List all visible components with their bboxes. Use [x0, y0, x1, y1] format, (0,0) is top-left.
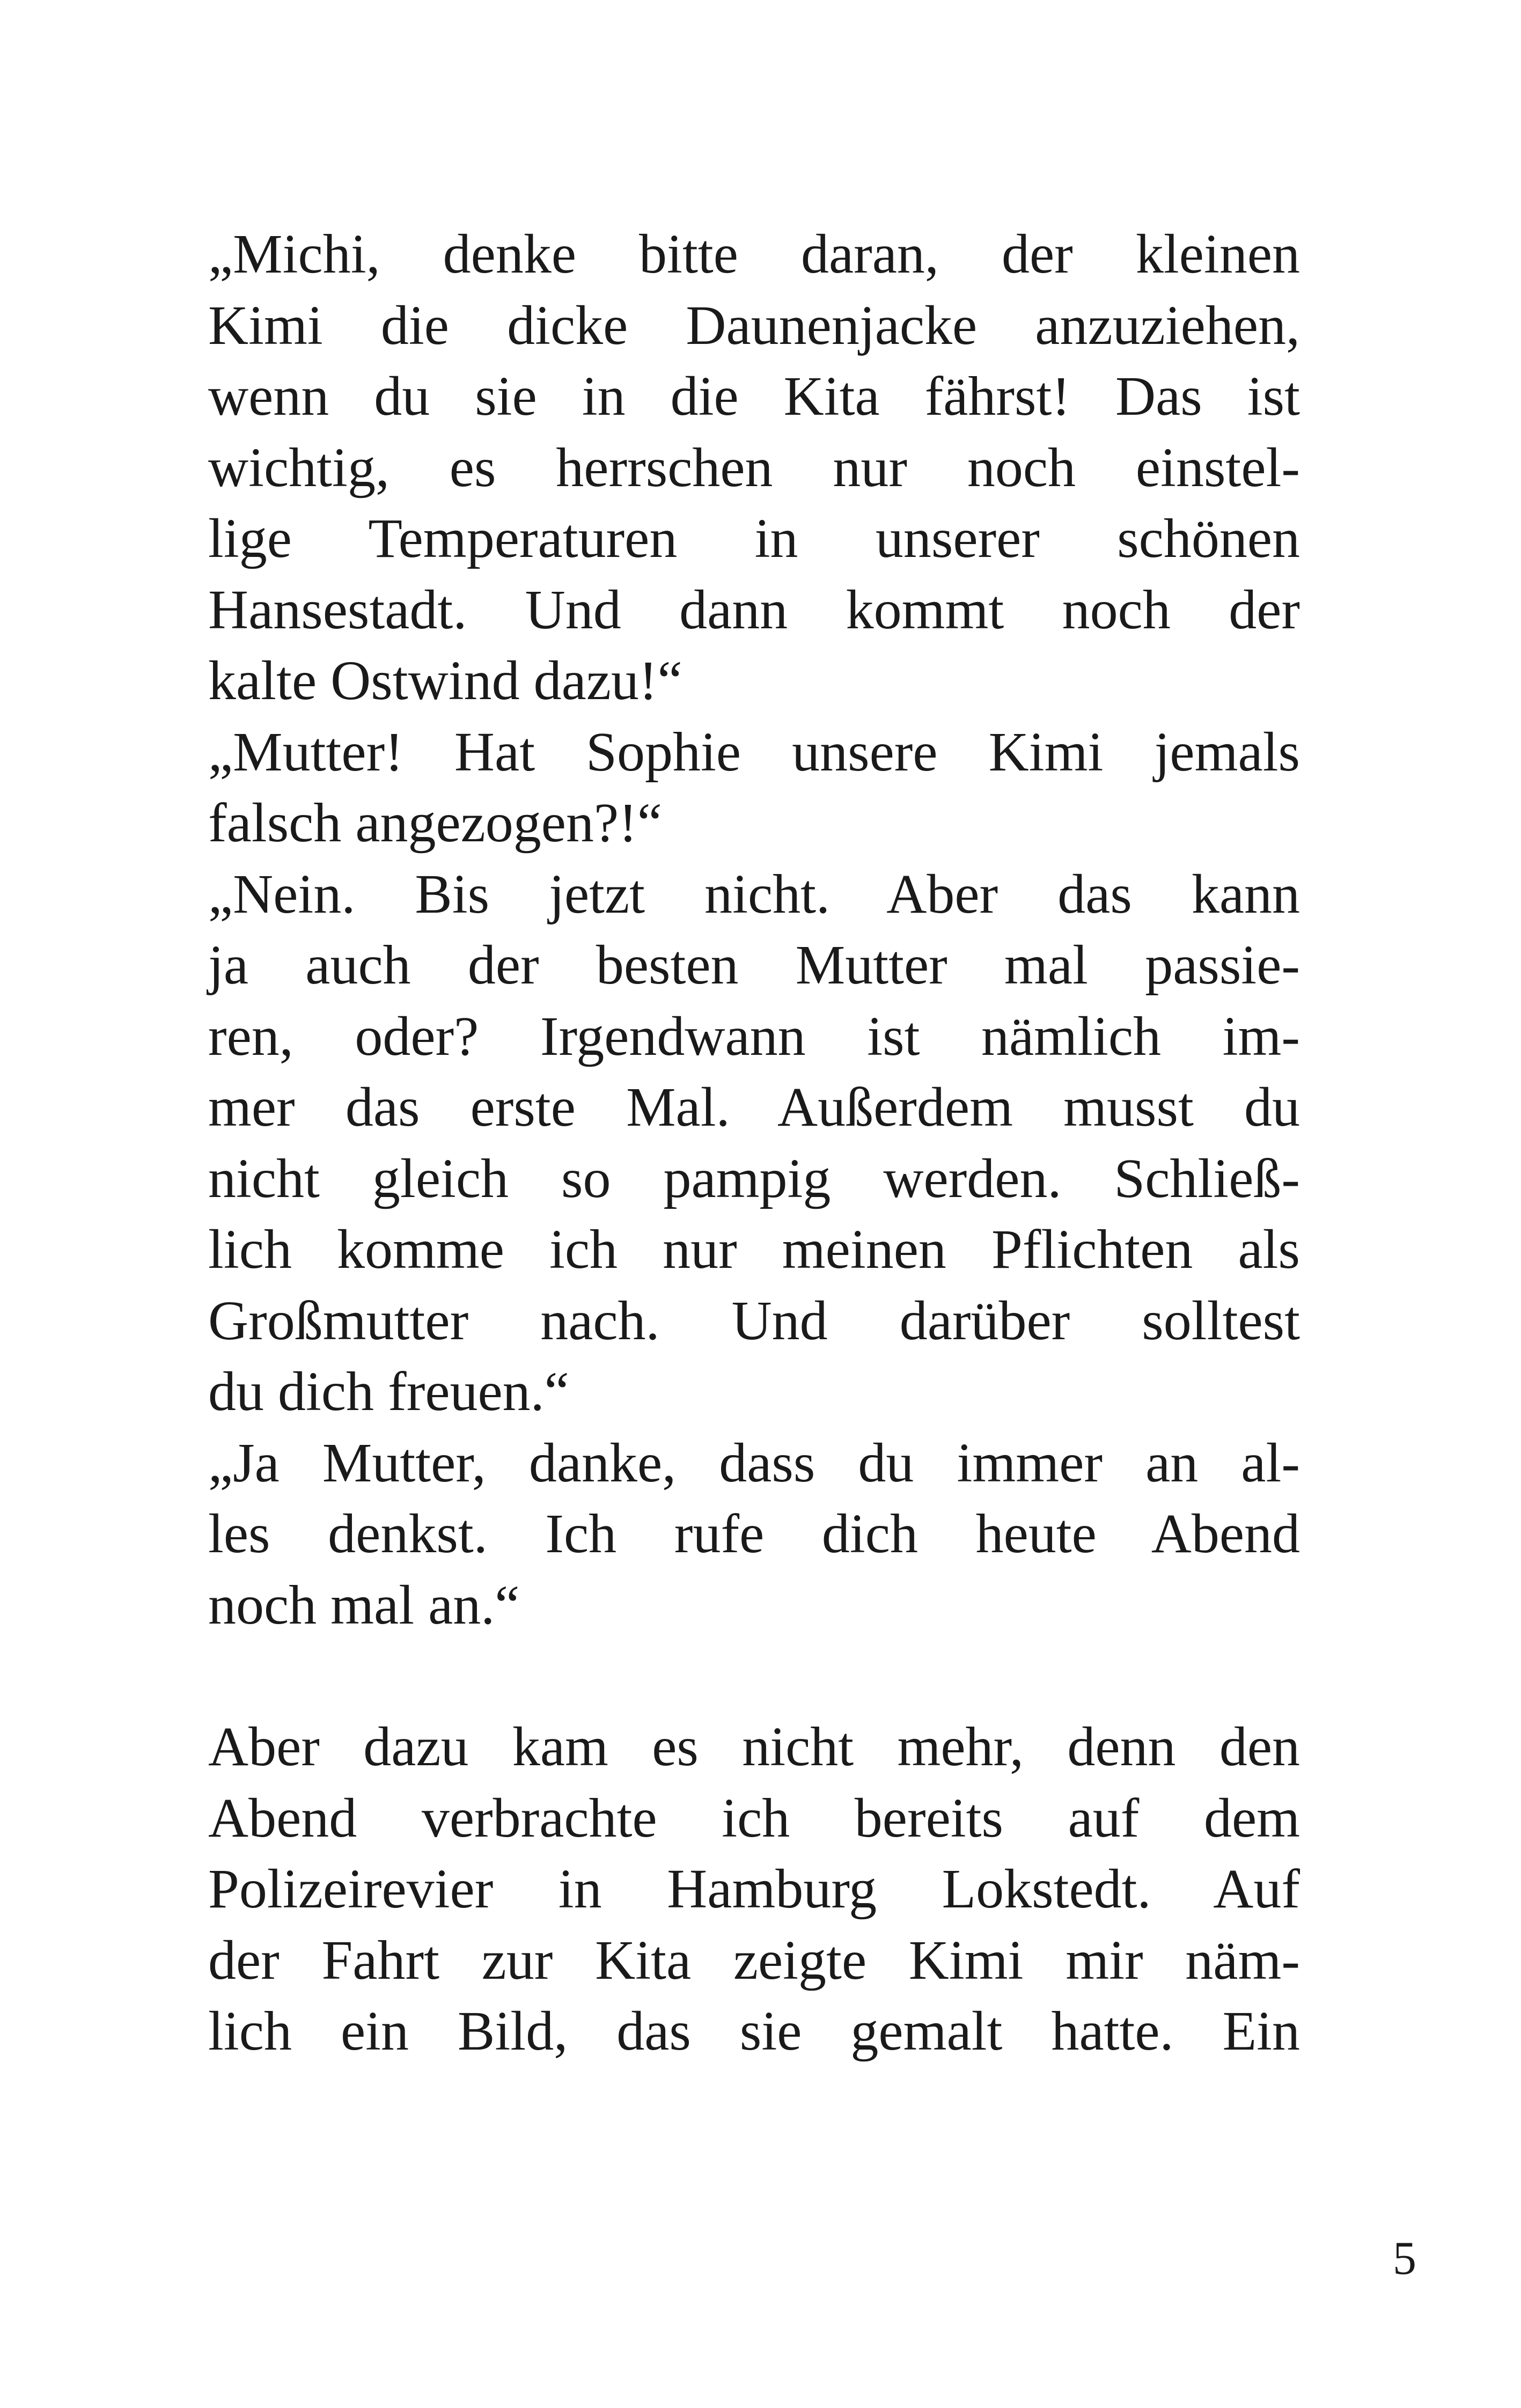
text-line: Polizeirevier in Hamburg Lokstedt. Auf	[208, 1858, 1300, 1920]
text-line: Aber dazu kam es nicht mehr, denn den	[208, 1716, 1300, 1778]
text-line: „Nein. Bis jetzt nicht. Aber das kann	[208, 863, 1300, 925]
text-line: wichtig, es herrschen nur noch einstel-	[208, 436, 1300, 498]
text-line: wenn du sie in die Kita fährst! Das ist	[208, 365, 1300, 427]
text-line: lich ein Bild, das sie gemalt hatte. Ein	[208, 2000, 1300, 2062]
text-line: der Fahrt zur Kita zeigte Kimi mir näm-	[208, 1929, 1300, 1991]
text-line: „Ja Mutter, danke, dass du immer an al-	[208, 1431, 1300, 1494]
text-line: ja auch der besten Mutter mal passie-	[208, 934, 1300, 996]
text-line: lige Temperaturen in unserer schönen	[208, 508, 1300, 569]
text-line: Kimi die dicke Daunenjacke anzuziehen,	[208, 294, 1300, 356]
dialogue-paragraph	[208, 219, 1300, 1641]
text-line: mer das erste Mal. Außerdem musst du	[208, 1076, 1300, 1138]
text-line: les denkst. Ich rufe dich heute Abend	[208, 1503, 1300, 1565]
text-line: du dich freuen.“	[208, 1361, 569, 1422]
text-line: „Mutter! Hat Sophie unsere Kimi jemals	[208, 721, 1300, 783]
text-line: lich komme ich nur meinen Pflichten als	[208, 1218, 1300, 1280]
text-line: Abend verbrachte ich bereits auf dem	[208, 1787, 1300, 1849]
text-line: ren, oder? Irgendwann ist nämlich im-	[208, 1005, 1300, 1067]
text-line: kalte Ostwind dazu!“	[208, 650, 682, 711]
text-line: noch mal an.“	[208, 1574, 520, 1636]
text-line: „Michi, denke bitte daran, der kleinen	[208, 223, 1300, 285]
text-line: Hansestadt. Und dann kommt noch der	[208, 578, 1300, 641]
text-line: falsch angezogen?!“	[208, 792, 662, 854]
page-number: 5	[1393, 2233, 1416, 2285]
narrative-paragraph	[208, 1712, 1300, 2067]
text-line: Großmutter nach. Und darüber solltest	[208, 1289, 1300, 1352]
text-line: nicht gleich so pampig werden. Schließ-	[208, 1147, 1300, 1209]
